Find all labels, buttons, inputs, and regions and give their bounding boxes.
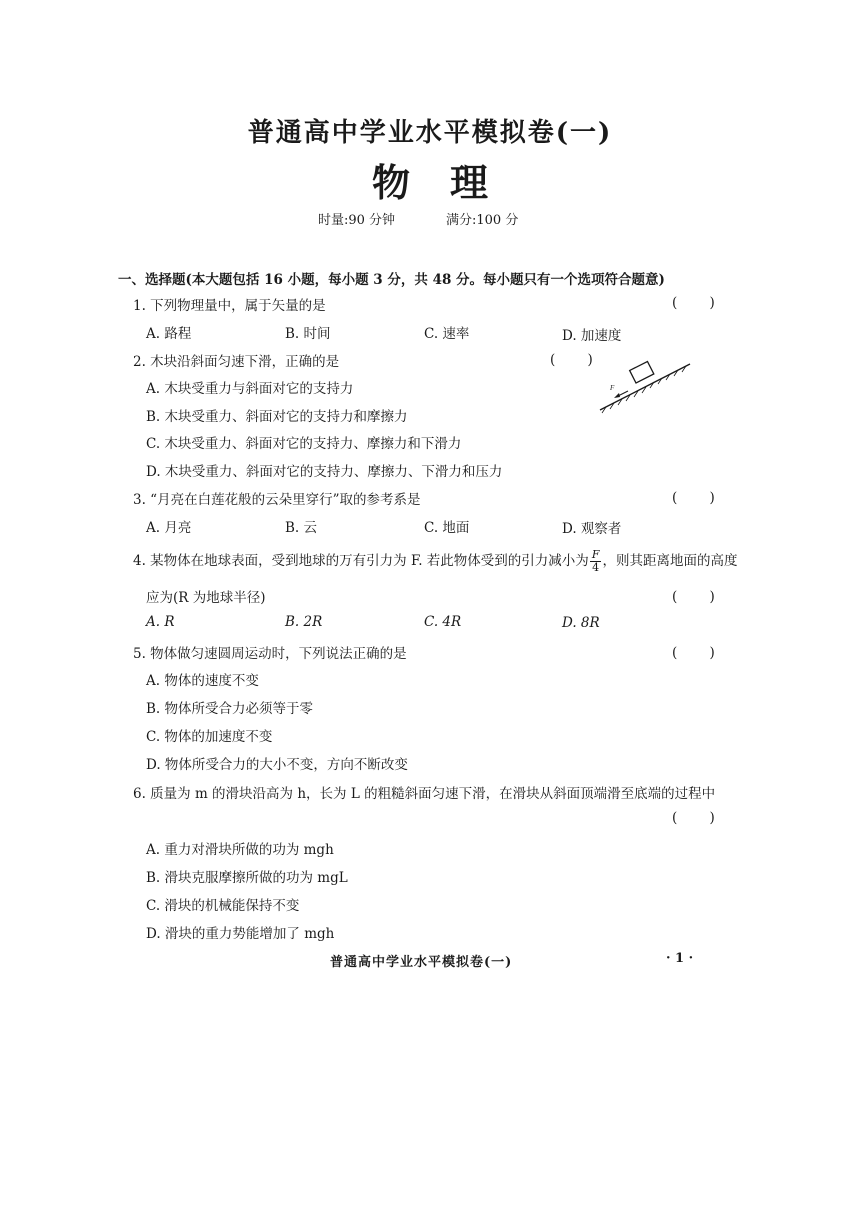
question-3-option-a: A. 月亮 <box>146 520 192 536</box>
question-6-option-c: C. 滑块的机械能保持不变 <box>146 898 300 914</box>
question-3-option-c: C. 地面 <box>424 520 470 536</box>
question-4-option-c: C. 4R <box>424 614 462 630</box>
question-6-option-b: B. 滑块克服摩擦所做的功为 mgL <box>146 870 348 886</box>
question-6-stem: 6. 质量为 m 的滑块沿高为 h，长为 L 的粗糙斜面匀速下滑，在滑块从斜面顶端滑至底端的过程中 <box>133 786 716 802</box>
subject-title: 物理 <box>371 160 528 205</box>
question-6-option-d: D. 滑块的重力势能增加了 mgh <box>146 926 335 942</box>
exam-title: 普通高中学业水平模拟卷(一) <box>247 118 613 148</box>
question-5-option-d: D. 物体所受合力的大小不变，方向不断改变 <box>146 757 408 773</box>
fraction-numerator: F <box>591 548 600 561</box>
section-heading: 一、选择题(本大题包括 16 小题，每小题 3 分，共 48 分。每小题只有一个选项符合题意) <box>118 272 665 288</box>
exam-duration: 时量:90 分钟 <box>318 213 396 228</box>
page-footer-title: 普通高中学业水平模拟卷(一) <box>330 955 513 970</box>
question-4-stem <box>133 549 737 574</box>
answer-paren-5: ( ) <box>672 645 729 661</box>
question-6-option-a: A. 重力对滑块所做的功为 mgh <box>146 842 334 858</box>
answer-paren-1: ( ) <box>672 295 729 311</box>
full-score: 满分:100 分 <box>446 213 519 228</box>
question-2-option-c: C. 木块受重力、斜面对它的支持力、摩擦力和下滑力 <box>146 436 462 452</box>
question-1-stem: 1. 下列物理量中，属于矢量的是 <box>133 298 326 314</box>
question-2-option-a: A. 木块受重力与斜面对它的支持力 <box>146 381 354 397</box>
fraction-f-over-4 <box>590 549 602 574</box>
question-4-option-b: B. 2R <box>285 614 323 630</box>
answer-paren-4: ( ) <box>672 589 729 605</box>
question-2-stem: 2. 木块沿斜面匀速下滑，正确的是 <box>133 354 340 370</box>
question-1-option-a: A. 路程 <box>146 326 192 342</box>
question-4-option-d: D. 8R <box>562 615 600 631</box>
fraction-denominator: 4 <box>592 561 600 574</box>
answer-paren-2: ( ) <box>550 352 607 368</box>
answer-paren-3: ( ) <box>672 490 729 506</box>
question-3-stem: 3. “月亮在白莲花般的云朵里穿行”取的参考系是 <box>133 492 421 508</box>
page-number: · 1 · <box>666 951 694 966</box>
question-5-option-c: C. 物体的加速度不变 <box>146 729 273 745</box>
question-2-option-d: D. 木块受重力、斜面对它的支持力、摩擦力、下滑力和压力 <box>146 464 503 480</box>
question-5-option-a: A. 物体的速度不变 <box>146 673 259 689</box>
question-1-option-b: B. 时间 <box>285 326 331 342</box>
question-1-option-c: C. 速率 <box>424 326 470 342</box>
force-label: F <box>610 384 615 392</box>
question-4-stem-part-b: ，则其距离地面的高度 <box>602 553 738 569</box>
question-4-stem-part-a: 4. 某物体在地球表面，受到地球的万有引力为 F. 若此物体受到的引力减小为 <box>133 553 589 569</box>
question-5-option-b: B. 物体所受合力必须等于零 <box>146 701 314 717</box>
question-5-stem: 5. 物体做匀速圆周运动时，下列说法正确的是 <box>133 646 407 662</box>
question-1-option-d: D. 加速度 <box>562 328 622 344</box>
question-2-option-b: B. 木块受重力、斜面对它的支持力和摩擦力 <box>146 409 408 425</box>
question-4-stem-line-2: 应为(R 为地球半径) <box>146 590 266 606</box>
question-3-option-b: B. 云 <box>285 520 318 536</box>
incline-block-figure <box>596 356 692 414</box>
question-4-option-a: A. R <box>146 614 175 630</box>
answer-paren-6: ( ) <box>672 810 729 826</box>
question-3-option-d: D. 观察者 <box>562 521 622 537</box>
